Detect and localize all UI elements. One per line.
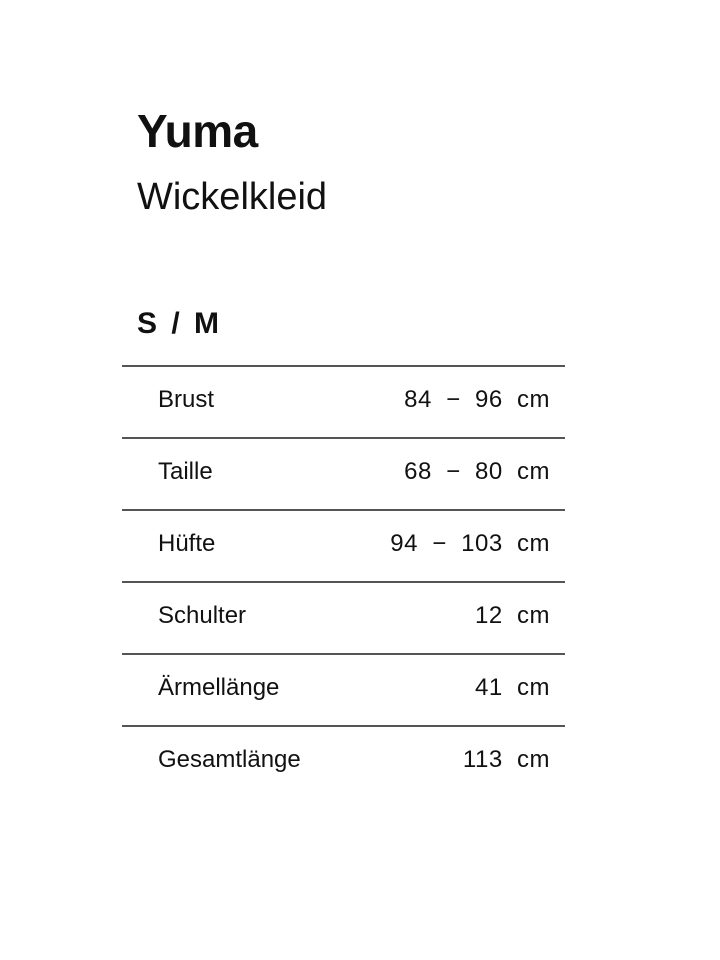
measurement-value: 113 cm — [462, 746, 550, 773]
measurement-row-aermellaenge — [122, 653, 565, 725]
measurement-row-taille — [122, 437, 565, 509]
measurement-row-brust — [122, 365, 565, 437]
measurement-label: Brust — [158, 386, 215, 413]
measurement-label: Gesamtlänge — [158, 746, 301, 773]
measurement-label: Ärmellänge — [158, 674, 280, 701]
measurement-row-schulter — [122, 581, 565, 653]
measurement-label: Schulter — [158, 602, 247, 629]
measurement-value: 12 cm — [474, 602, 550, 629]
measurement-label: Hüfte — [158, 530, 216, 557]
measurement-value: 68 − 80 cm — [404, 458, 550, 485]
product-subtitle: Wickelkleid — [137, 176, 328, 218]
measurement-row-gesamtlaenge — [122, 725, 565, 797]
measurement-row-huefte — [122, 509, 565, 581]
measurement-value: 94 − 103 cm — [390, 530, 550, 557]
measurement-value: 84 − 96 cm — [404, 386, 550, 413]
measurement-table — [122, 365, 565, 797]
product-title: Yuma — [137, 105, 258, 157]
measurement-label: Taille — [158, 458, 213, 485]
measurement-value: 41 cm — [474, 674, 550, 701]
size-label: S / M — [137, 307, 220, 340]
